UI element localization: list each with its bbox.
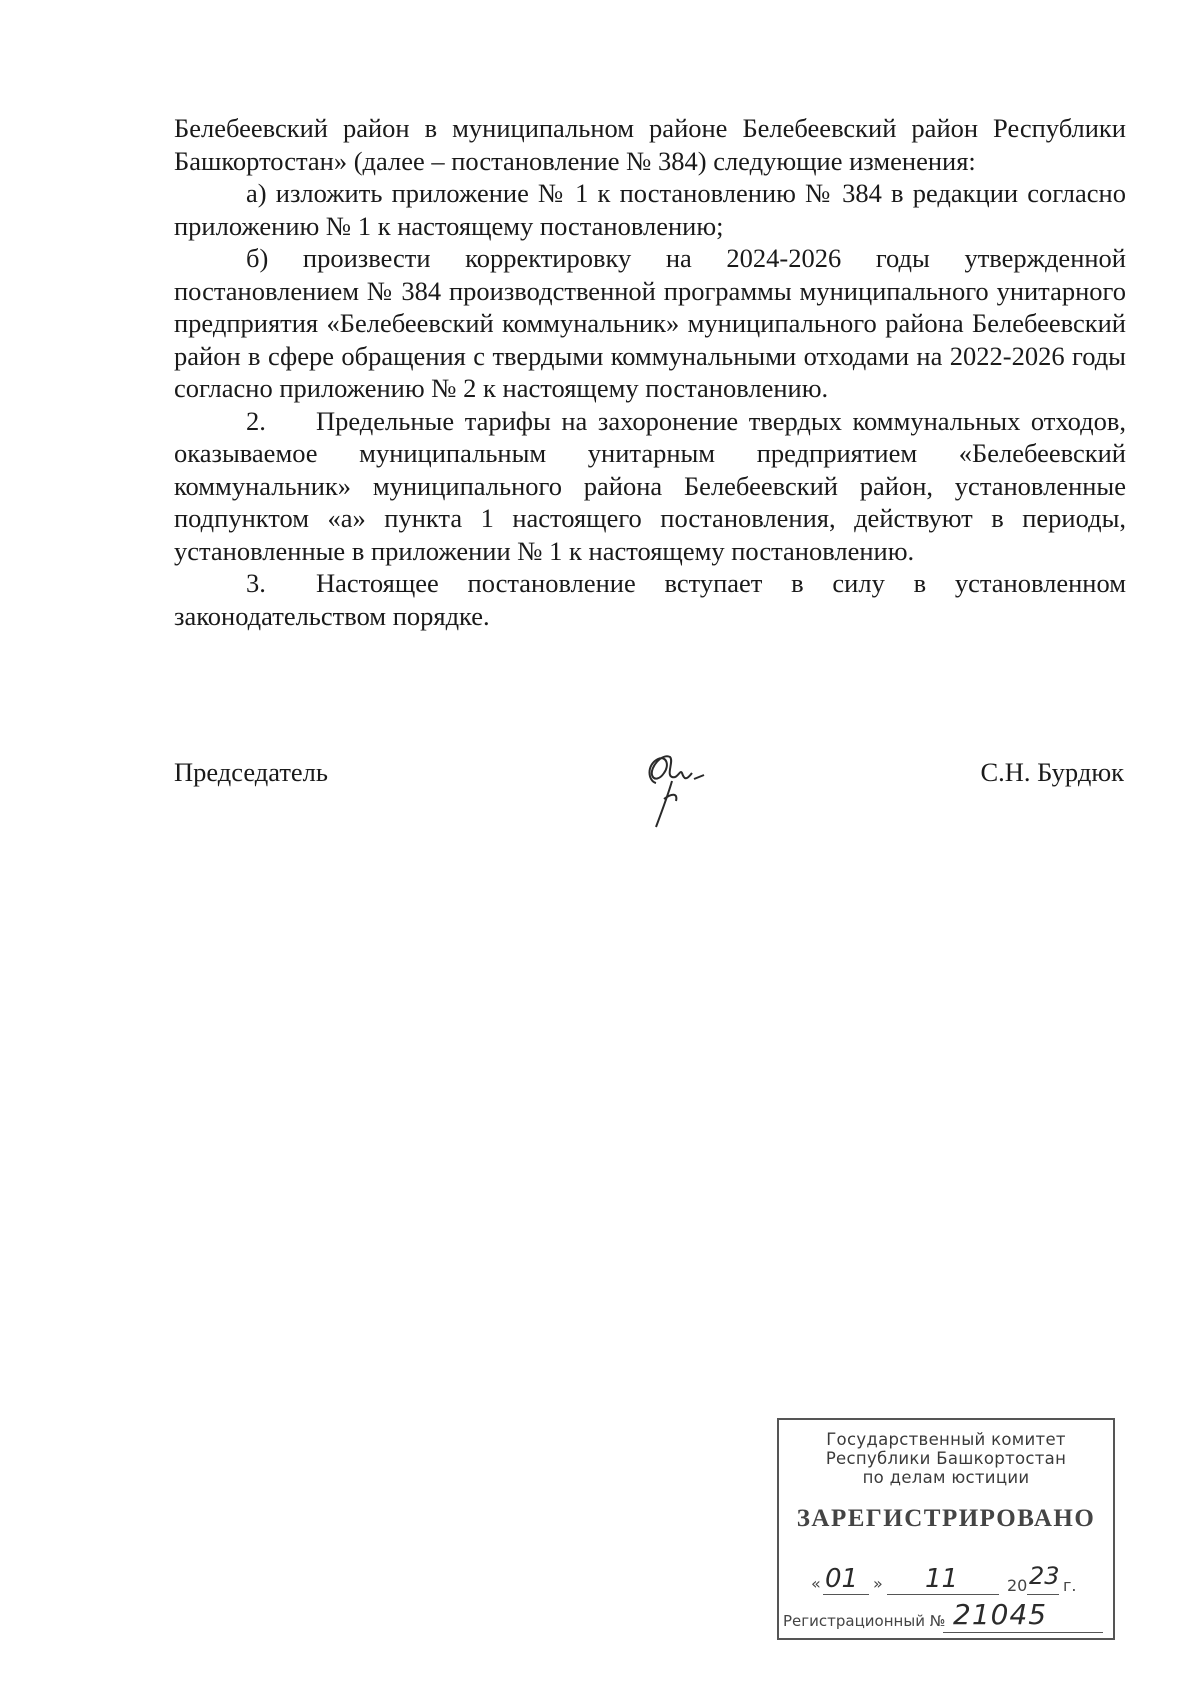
stamp-header — [779, 1430, 1113, 1487]
stamp-line-3: по делам юстиции — [862, 1468, 1030, 1487]
paragraph-3-text: Настоящее постановление вступает в силу в установленном законодательством порядке. — [174, 568, 1126, 631]
stamp-line-1: Государственный комитет — [826, 1430, 1066, 1449]
paragraph-2-number: 2. — [246, 405, 266, 436]
stamp-open-quote: « — [811, 1574, 821, 1593]
signatory-name: С.Н. Бурдюк — [980, 757, 1124, 787]
paragraph-item-b: б) произвести корректировку на 2024-2026 годы утвержденной постановлением № 384 производственной программы муниципального унитарного предприятия «Белебеевский коммунальник» муниципального района Белебеевский район в сфере обращения с твердыми коммунальными отходами на 2022-2026 годы согласно приложению № 2 к настоящему постановлению. — [174, 243, 1126, 403]
stamp-date — [811, 1562, 1107, 1598]
paragraph-3 — [174, 567, 1126, 632]
stamp-registration-number — [783, 1598, 1109, 1634]
signatory-role: Председатель — [174, 757, 328, 787]
stamp-close-quote: » — [873, 1574, 883, 1593]
paragraph-item-a: а) изложить приложение № 1 к постановлению № 384 в редакции согласно приложению № 1 к настоящему постановлению; — [174, 178, 1126, 241]
registration-stamp — [777, 1418, 1115, 1640]
stamp-month: 11 — [925, 1564, 959, 1594]
stamp-year-prefix: 20 — [1007, 1576, 1028, 1595]
stamp-reg-number: 21045 — [953, 1598, 1048, 1631]
stamp-reg-label: Регистрационный № — [783, 1612, 946, 1630]
stamp-year-suffix: 23 — [1029, 1562, 1060, 1590]
paragraph-2 — [174, 405, 1126, 568]
paragraph-intro: Белебеевский район в муниципальном районе Белебеевский район Республики Башкортостан» (далее – постановление № 384) следующие изменения: — [174, 113, 1126, 176]
paragraph-2-text: Предельные тарифы на захоронение твердых коммунальных отходов, оказываемое муниципальным унитарным предприятием «Белебеевский коммунальник» муниципального района Белебеевский район, установленные подпунктом «а» пункта 1 настоящего постановления, действуют в периоды, установленные в приложении № 1 к настоящему постановлению. — [174, 405, 1126, 566]
stamp-day: 01 — [825, 1564, 859, 1594]
stamp-registered-label: ЗАРЕГИСТРИРОВАНО — [796, 1505, 1096, 1532]
stamp-year-mark: г. — [1063, 1576, 1077, 1595]
handwritten-signature — [636, 735, 716, 831]
paragraph-3-number: 3. — [246, 568, 266, 598]
stamp-line-2: Республики Башкортостан — [825, 1449, 1067, 1468]
document-body — [174, 112, 1126, 632]
